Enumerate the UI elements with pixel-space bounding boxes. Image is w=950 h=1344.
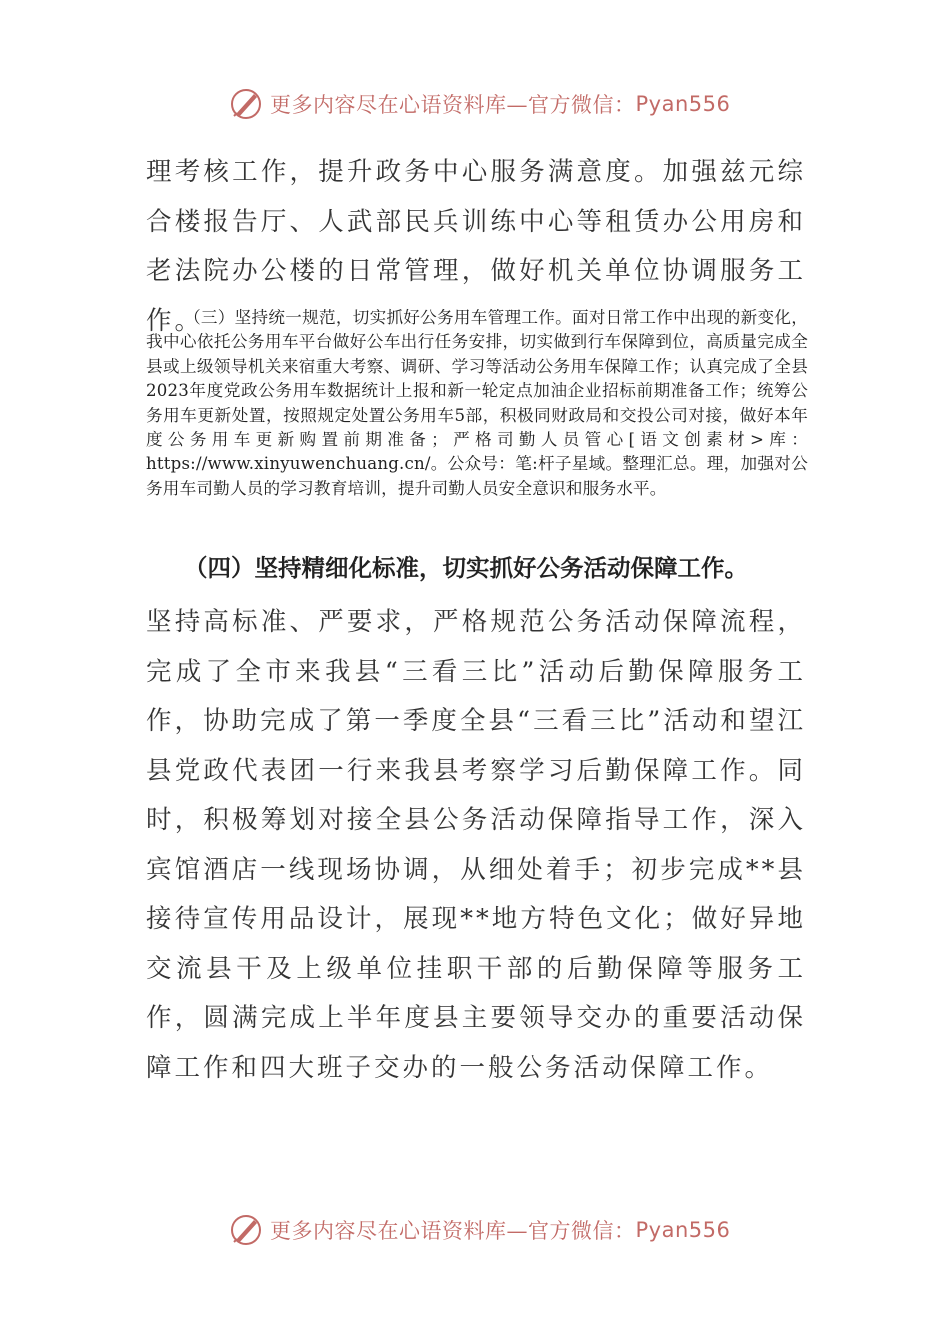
watermark-text: 更多内容尽在心语资料库—官方微信： — [270, 93, 636, 117]
section-three-paragraph — [146, 306, 808, 501]
pen-logo-icon — [228, 86, 264, 122]
section-four-body: 坚持高标准、严要求，严格规范公务活动保障流程，完成了全市来我县“三看三比”活动后勤保障服务工作，协助完成了第一季度全县“三看三比”活动和望江县党政代表团一行来我县考察学习后勤保障工作。同时，积极筹划对接全县公务活动保障指导工作，深入宾馆酒店一线现场协调，从细处着手；初步完成**县接待宣传用品设计，展现**地方特色文化；做好异地交流县干及上级单位挂职干部的后勤保障等服务工作，圆满完成上半年度县主要领导交办的重要活动保障工作和四大班子交办的一般公务活动保障工作。 — [146, 607, 806, 1083]
watermark-text: 更多内容尽在心语资料库—官方微信： — [270, 1219, 636, 1243]
pen-logo-icon — [228, 1212, 264, 1248]
watermark-wechat-id: Pyan556 — [635, 92, 731, 116]
section-four-heading-text: （四）坚持精细化标准，切实抓好公务活动保障工作。 — [184, 554, 748, 582]
section-four-heading — [146, 548, 826, 588]
watermark-wechat-id: Pyan556 — [635, 1218, 731, 1242]
footer-watermark — [228, 1210, 788, 1250]
section-three-text: （三）坚持统一规范，切实抓好公务用车管理工作。面对日常工作中出现的新变化，我中心依托公务用车平台做好公车出行任务安排，切实做到行车保障到位，高质量完成全县或上级领导机关来宿重大考察、调研、学习等活动公务用车保障工作；认真完成了全县2023年度党政公务用车数据统计上报和新一轮定点加油企业招标前期准备工作；统筹公务用车更新处置，按照规定处置公务用车5部，积极同财政局和交投公司对接，做好本年度公务用车更新购置前期准备；严格司勤人员管心[语文创素材>库：https://www.xinyuwenchuang.cn/。公众号：笔:杆子星域。整理汇总。理，加强对公务用车司勤人员的学习教育培训，提升司勤人员安全意识和服务水平。 — [146, 308, 808, 498]
paragraph-top: 理考核工作，提升政务中心服务满意度。加强兹元综合楼报告厅、人武部民兵训练中心等租赁办公用房和老法院办公楼的日常管理，做好机关单位协调服务工作。 — [146, 157, 806, 336]
header-watermark — [228, 84, 788, 124]
